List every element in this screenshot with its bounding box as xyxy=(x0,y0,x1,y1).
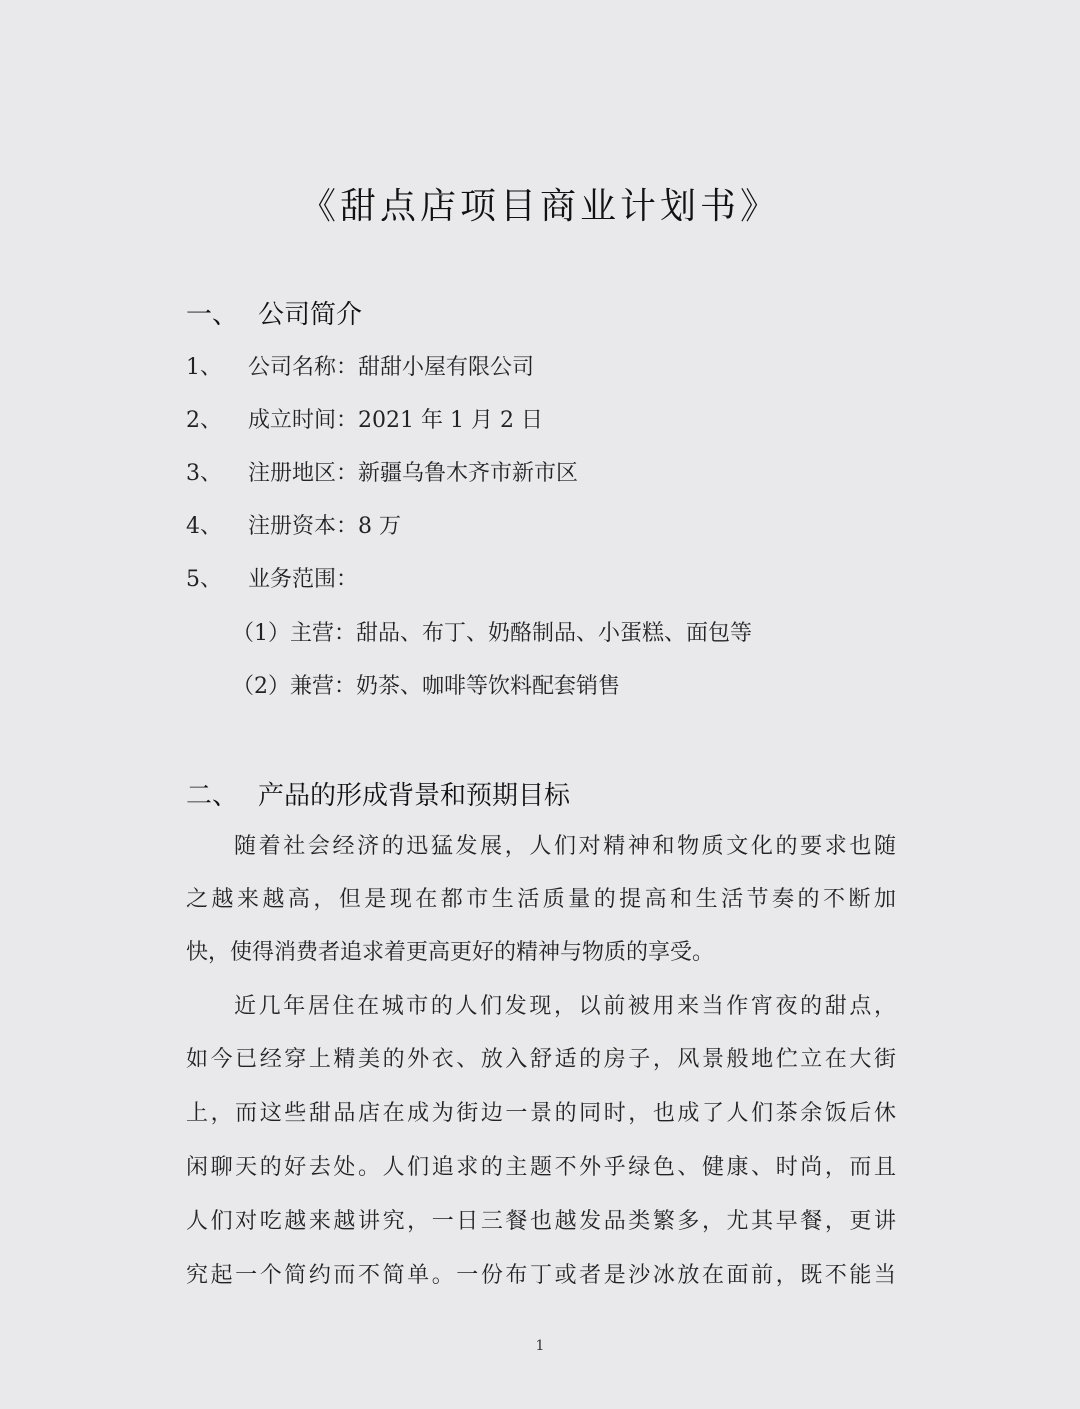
list-item-business-scope xyxy=(186,562,358,593)
list-item-founded-date xyxy=(186,403,543,434)
paragraph-line: 如今已经穿上精美的外衣、放入舒适的房子，风景般地伫立在大街 xyxy=(186,1047,896,1072)
section-number: 一、 xyxy=(186,300,239,330)
paragraph-line: 人们对吃越来越讲究，一日三餐也越发品类繁多，尤其早餐，更讲 xyxy=(186,1209,896,1234)
list-item-registered-capital xyxy=(186,509,401,540)
list-number: 2、 xyxy=(186,408,222,433)
list-text: 注册资本：8 万 xyxy=(248,514,401,539)
list-number: 3、 xyxy=(186,461,222,486)
section-heading-background xyxy=(186,775,570,812)
section-title: 公司简介 xyxy=(258,300,363,330)
document-title: 《甜点店项目商业计划书》 xyxy=(299,186,780,227)
section-number: 二、 xyxy=(186,781,239,811)
section-title: 产品的形成背景和预期目标 xyxy=(258,781,571,811)
sub-item-side-business: （2）兼营：奶茶、咖啡等饮料配套销售 xyxy=(232,674,620,699)
list-number: 1、 xyxy=(186,355,222,380)
paragraph-line: 上，而这些甜品店在成为街边一景的同时，也成了人们茶余饭后休 xyxy=(186,1101,896,1126)
paragraph-line: 之越来越高，但是现在都市生活质量的提高和生活节奏的不断加 xyxy=(186,887,896,912)
paragraph-line: 闲聊天的好去处。人们追求的主题不外乎绿色、健康、时尚，而且 xyxy=(186,1155,896,1180)
list-number: 5、 xyxy=(186,567,222,592)
list-text: 注册地区：新疆乌鲁木齐市新市区 xyxy=(248,461,579,486)
sub-item-main-business: （1）主营：甜品、布丁、奶酪制品、小蛋糕、面包等 xyxy=(232,621,752,646)
list-item-registered-region xyxy=(186,456,578,487)
list-number: 4、 xyxy=(186,514,222,539)
paragraph-line: 近几年居住在城市的人们发现，以前被用来当作宵夜的甜点， xyxy=(234,994,896,1019)
list-text: 成立时间：2021 年 1 月 2 日 xyxy=(248,408,543,433)
list-text: 业务范围： xyxy=(248,567,359,592)
paragraph-line: 究起一个简约而不简单。一份布丁或者是沙冰放在面前，既不能当 xyxy=(186,1263,896,1288)
list-item-company-name xyxy=(186,350,534,381)
page-number: 1 xyxy=(535,1338,545,1354)
paragraph-line: 随着社会经济的迅猛发展，人们对精神和物质文化的要求也随 xyxy=(234,834,896,859)
section-heading-company-intro xyxy=(186,294,362,331)
paragraph-line: 快，使得消费者追求着更高更好的精神与物质的享受。 xyxy=(186,940,715,965)
list-text: 公司名称：甜甜小屋有限公司 xyxy=(248,355,535,380)
